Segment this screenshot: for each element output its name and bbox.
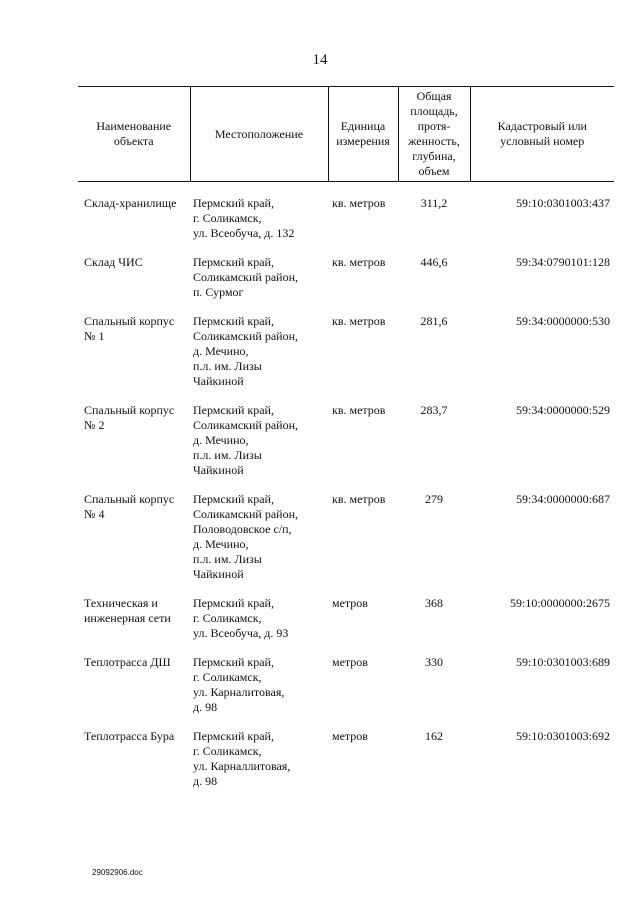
cell-name: Склад ЧИС (84, 255, 143, 269)
cell-location (190, 314, 328, 403)
header-name: Наименование объекта (78, 87, 190, 182)
header-row (78, 87, 614, 182)
cell-name: Спальный корпус № 4 (84, 492, 175, 521)
location-line: ул. Всеобуча, д. 132 (193, 226, 295, 240)
location-line: п. Сурмог (193, 285, 244, 299)
table-row (78, 255, 614, 314)
spacer-cell (78, 182, 614, 197)
table-row (78, 596, 614, 655)
cell-cadastral: 59:10:0301003:689 (515, 655, 610, 669)
property-table-container (78, 86, 614, 803)
table-row (78, 196, 614, 255)
table-spacer (78, 182, 614, 197)
cell-unit: кв. метров (332, 314, 386, 328)
cell-cadastral: 59:34:0790101:128 (515, 255, 610, 269)
location-line: ул. Карналлитовая, (193, 759, 291, 773)
location-line: Пермский край, (193, 729, 274, 743)
location-line: п.л. им. Лизы (193, 448, 262, 462)
location-line: Пермский край, (193, 314, 274, 328)
location-line: г. Соликамск, (193, 744, 262, 758)
cell-area: 279 (425, 492, 443, 506)
location-line: Соликамский район, (193, 270, 298, 284)
table-body (78, 182, 614, 804)
cell-name: Теплотрасса Бура (84, 729, 175, 743)
cell-area: 283,7 (420, 403, 448, 417)
header-cadastral: Кадастровый или условный номер (470, 87, 614, 182)
cell-unit: метров (332, 596, 368, 610)
location-line: д. Мечино, (193, 537, 249, 551)
location-line: Пермский край, (193, 403, 274, 417)
location-line: Соликамский район, (193, 329, 298, 343)
cell-cadastral: 59:34:0000000:530 (515, 314, 610, 328)
cell-location (190, 729, 328, 803)
page-number: 14 (312, 52, 328, 68)
location-line: г. Соликамск, (193, 211, 262, 225)
cell-area: 368 (425, 596, 443, 610)
location-line: д. Мечино, (193, 344, 249, 358)
header-location: Местоположение (190, 87, 328, 182)
location-line: Соликамский район, (193, 418, 298, 432)
table-header (78, 87, 614, 182)
cell-unit: кв. метров (332, 492, 386, 506)
table-row (78, 314, 614, 403)
property-table (78, 86, 614, 803)
location-line: Пермский край, (193, 255, 274, 269)
location-line: ул. Карналитовая, (193, 685, 285, 699)
location-line: Пермский край, (193, 596, 274, 610)
location-line: Пермский край, (193, 196, 274, 210)
footer-filename: 29092906.doc (92, 868, 143, 877)
cell-unit: кв. метров (332, 196, 386, 210)
cell-unit: метров (332, 655, 368, 669)
location-line: Чайкиной (193, 463, 244, 477)
cell-name: Спальный корпус № 1 (84, 314, 175, 343)
location-line: д. Мечино, (193, 433, 249, 447)
location-line: д. 98 (193, 700, 218, 714)
cell-unit: кв. метров (332, 403, 386, 417)
location-line: д. 98 (193, 774, 218, 788)
location-line: п.л. им. Лизы (193, 552, 262, 566)
location-line: п.л. им. Лизы (193, 359, 262, 373)
location-line: г. Соликамск, (193, 670, 262, 684)
cell-name: Техническая и инженерная сети (84, 596, 171, 625)
cell-area: 311,2 (420, 196, 448, 210)
cell-cadastral: 59:10:0301003:692 (515, 729, 610, 743)
header-area: Общая площадь, протя- женность, глубина, объем (398, 87, 470, 182)
header-unit: Единица измерения (328, 87, 398, 182)
location-line: г. Соликамск, (193, 611, 262, 625)
location-line: Пермский край, (193, 655, 274, 669)
cell-location (190, 492, 328, 596)
cell-cadastral: 59:10:0000000:2675 (509, 596, 610, 610)
location-line: Чайкиной (193, 567, 244, 581)
cell-unit: метров (332, 729, 368, 743)
cell-cadastral: 59:34:0000000:687 (515, 492, 610, 506)
table-row (78, 492, 614, 596)
cell-location (190, 655, 328, 729)
cell-name: Спальный корпус № 2 (84, 403, 175, 432)
table-row (78, 655, 614, 729)
location-line: Чайкиной (193, 374, 244, 388)
location-line: Пермский край, (193, 492, 274, 506)
cell-location (190, 255, 328, 314)
table-row (78, 729, 614, 803)
cell-location (190, 403, 328, 492)
cell-unit: кв. метров (332, 255, 386, 269)
cell-area: 281,6 (420, 314, 448, 328)
cell-area: 446,6 (420, 255, 448, 269)
cell-cadastral: 59:34:0000000:529 (515, 403, 610, 417)
cell-location (190, 196, 328, 255)
cell-cadastral: 59:10:0301003:437 (515, 196, 610, 210)
table-row (78, 403, 614, 492)
location-line: Соликамский район, (193, 507, 298, 521)
location-line: Половодовское с/п, (193, 522, 292, 536)
cell-location (190, 596, 328, 655)
cell-name: Теплотрасса ДШ (84, 655, 171, 669)
cell-name: Склад-хранилище (84, 196, 177, 210)
cell-area: 330 (425, 655, 443, 669)
location-line: ул. Всеобуча, д. 93 (193, 626, 289, 640)
cell-area: 162 (425, 729, 443, 743)
